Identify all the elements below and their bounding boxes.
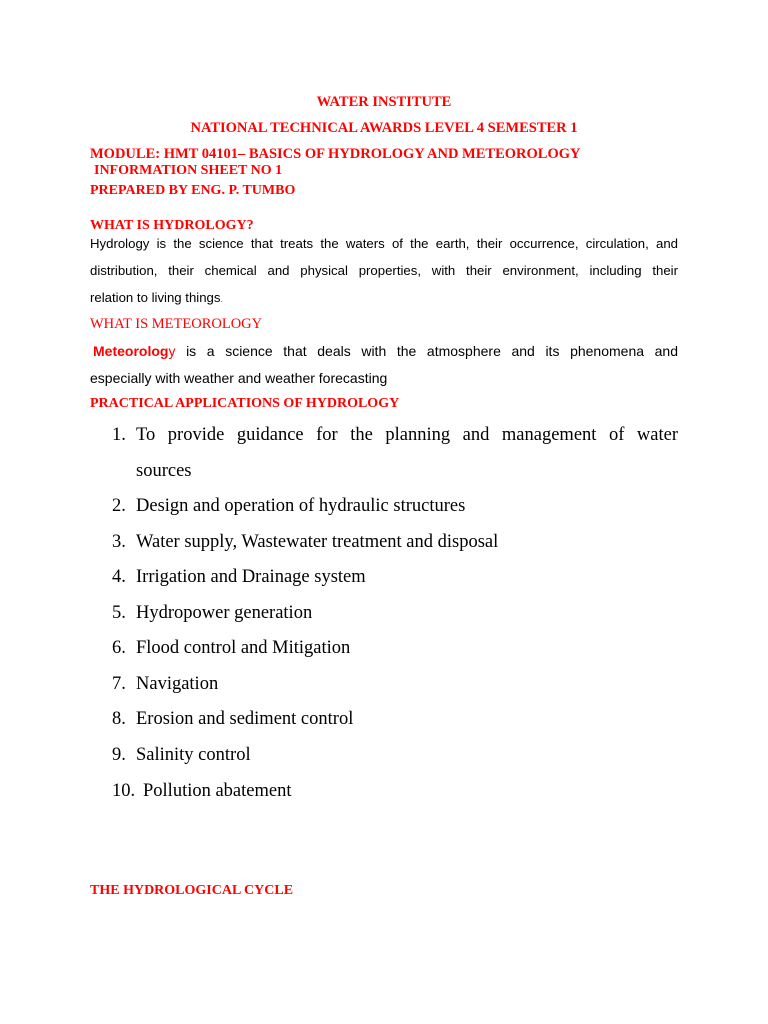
meteorology-heading: WHAT IS METEOROLOGY: [90, 316, 263, 332]
hydrology-heading: WHAT IS HYDROLOGY?: [90, 218, 254, 233]
list-number: 8.: [112, 709, 126, 729]
prepared-by-label: PREPARED BY ENG. P. TUMBO: [90, 183, 296, 198]
info-sheet-label: INFORMATION SHEET NO 1: [94, 163, 283, 178]
list-text: Hydropower generation: [136, 603, 313, 623]
list-text: Navigation: [136, 674, 219, 694]
meteorology-line-2: especially with weather and weather forecasting: [90, 370, 388, 386]
module-title: MODULE: HMT 04101– BASICS OF HYDROLOGY AND METEOROLOGY: [90, 146, 581, 162]
list-text: Design and operation of hydraulic structures: [136, 496, 466, 516]
meteorology-term-main: Meteorolog: [93, 343, 169, 359]
list-number: 7.: [112, 674, 126, 694]
list-item: [112, 532, 678, 553]
awards-title: NATIONAL TECHNICAL AWARDS LEVEL 4 SEMESTER 1: [190, 120, 578, 136]
list-item-continuation: sources: [136, 461, 192, 481]
list-number: 10.: [112, 781, 136, 801]
list-number: 1.: [112, 425, 126, 445]
list-text: Irrigation and Drainage system: [136, 567, 366, 587]
applications-heading: PRACTICAL APPLICATIONS OF HYDROLOGY: [90, 396, 400, 411]
hydrology-line-3: [90, 290, 223, 305]
list-text: Erosion and sediment control: [136, 709, 354, 729]
list-number: 5.: [112, 603, 126, 623]
list-text: Water supply, Wastewater treatment and disposal: [136, 532, 499, 552]
hydrology-line-2: distribution, their chemical and physical properties, with their environment, including their: [90, 263, 678, 278]
list-item: [112, 781, 678, 802]
list-text: To provide guidance for the planning and management of water: [136, 425, 678, 445]
list-item: [112, 567, 678, 588]
hydrology-line-3-end: .: [220, 294, 223, 304]
meteorology-term-tail: y: [168, 343, 176, 359]
list-item: [112, 674, 678, 695]
meteorology-line-1: [90, 343, 678, 359]
list-text: Salinity control: [136, 745, 251, 765]
list-number: 4.: [112, 567, 126, 587]
list-item: [112, 638, 678, 659]
meteorology-term: [90, 343, 175, 359]
list-text: Flood control and Mitigation: [136, 638, 351, 658]
hydrology-line-1: Hydrology is the science that treats the waters of the earth, their occurrence, circulation, and: [90, 236, 678, 251]
list-text: Pollution abatement: [143, 781, 292, 801]
list-item: [112, 603, 678, 624]
list-number: 9.: [112, 745, 126, 765]
institute-title: WATER INSTITUTE: [316, 94, 452, 110]
list-item: [112, 709, 678, 730]
list-item: [112, 745, 678, 766]
hydrological-cycle-heading: THE HYDROLOGICAL CYCLE: [90, 883, 294, 898]
list-item: [112, 425, 678, 446]
hydrology-line-3-text: relation to living things: [90, 290, 221, 305]
list-item: [112, 496, 678, 517]
list-number: 6.: [112, 638, 126, 658]
list-number: 2.: [112, 496, 126, 516]
meteorology-line-1-rest: is a science that deals with the atmosphere and its phenomena and: [175, 343, 678, 359]
list-number: 3.: [112, 532, 126, 552]
